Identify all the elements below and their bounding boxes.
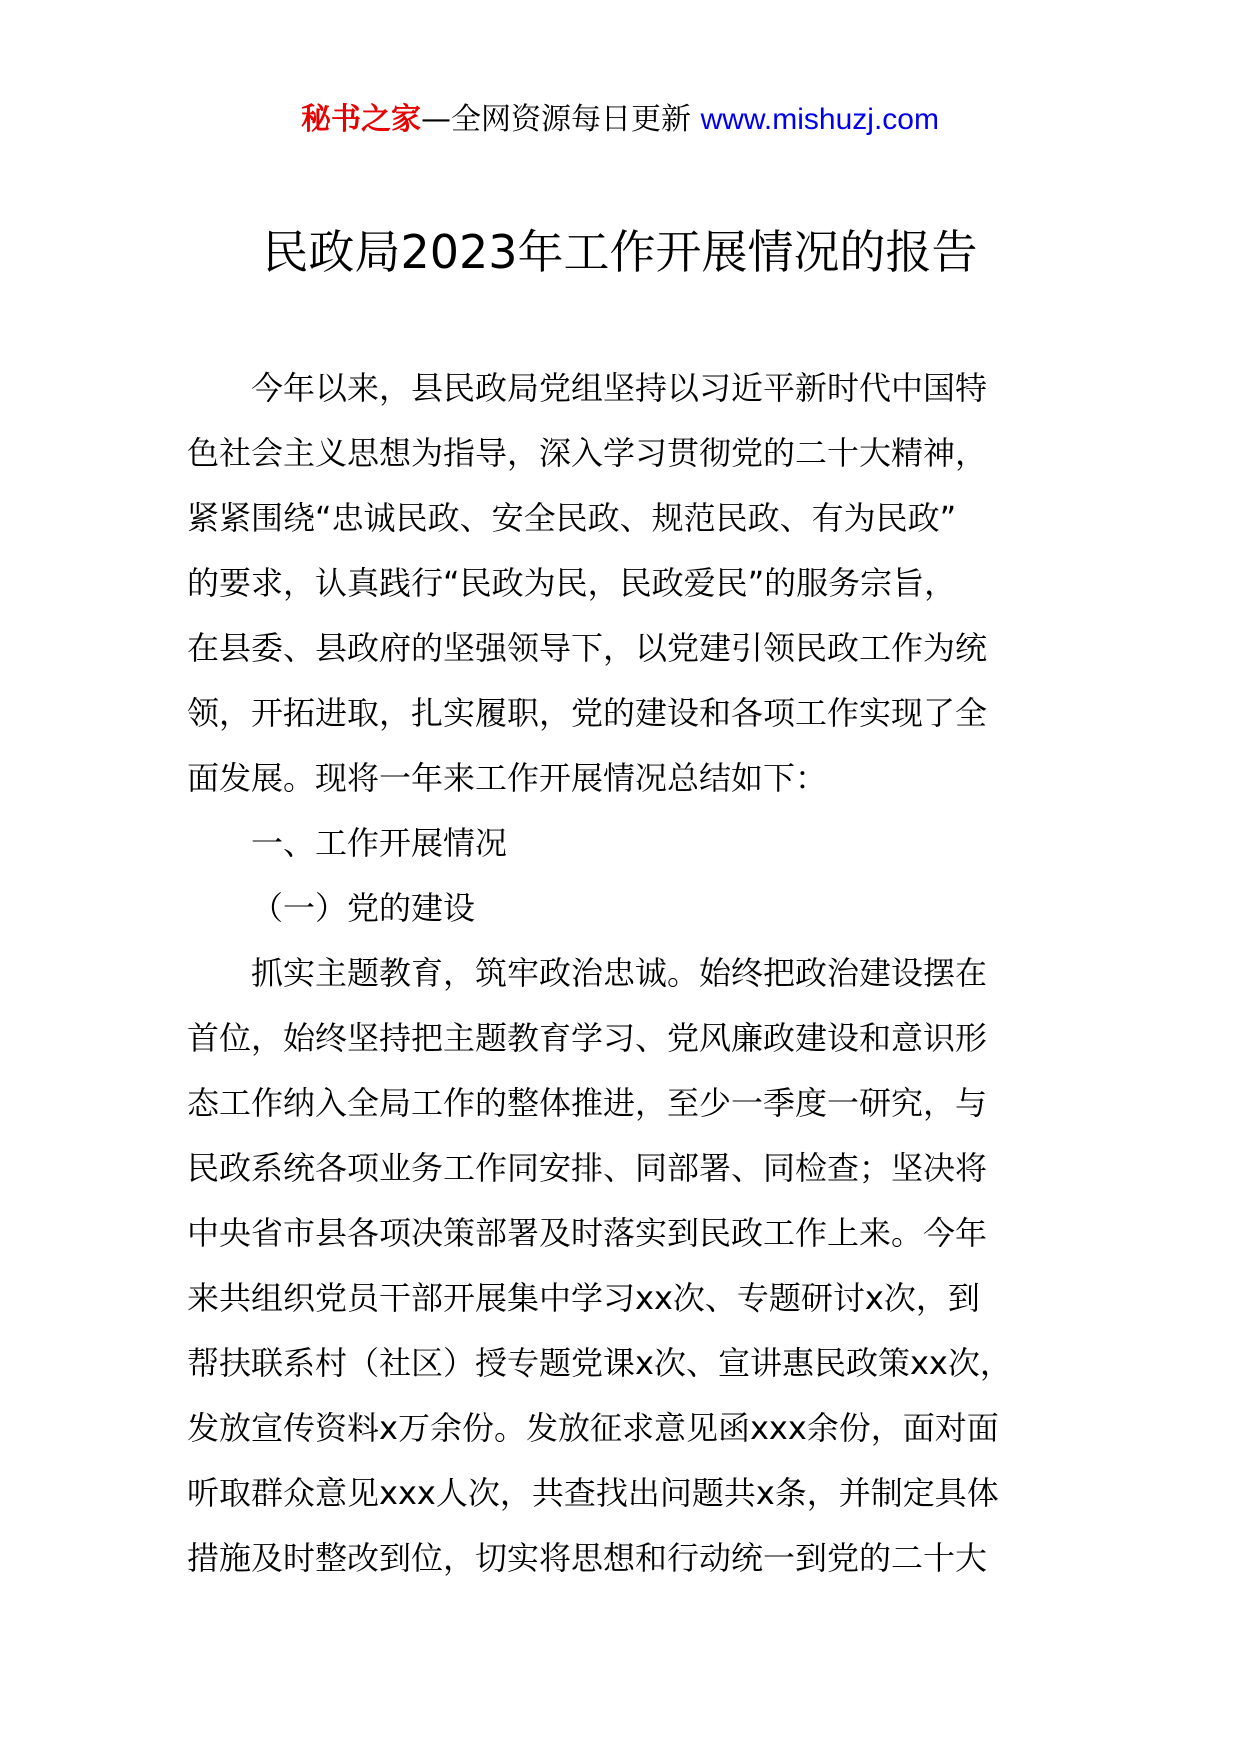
- paragraph-line: 色社会主义思想为指导，深入学习贯彻党的二十大精神，: [187, 434, 988, 472]
- document-body: [187, 356, 1087, 1591]
- site-url-link[interactable]: www.mishuzj.com: [700, 103, 939, 136]
- paragraph-line: 面发展。现将一年来工作开展情况总结如下：: [187, 759, 828, 797]
- paragraph-line: 来共组织党员干部开展集中学习xx次、专题研讨x次，到: [187, 1279, 980, 1317]
- paragraph-line: 在县委、县政府的坚强领导下，以党建引领民政工作为统: [187, 629, 988, 667]
- subsection-heading: （一）党的建设: [251, 889, 476, 927]
- paragraph-line: 帮扶联系村（社区）授专题党课x次、宣讲惠民政策xx次，: [187, 1344, 1012, 1382]
- paragraph-line: 首位，始终坚持把主题教育学习、党风廉政建设和意识形: [187, 1019, 988, 1057]
- site-tagline: —全网资源每日更新: [421, 102, 701, 137]
- site-header: [0, 100, 1240, 140]
- section-heading: 一、工作开展情况: [251, 824, 508, 862]
- paragraph-line: 抓实主题教育，筑牢政治忠诚。始终把政治建设摆在: [251, 954, 988, 992]
- document-title: 民政局2023年工作开展情况的报告: [262, 225, 978, 279]
- paragraph-line: 中央省市县各项决策部署及时落实到民政工作上来。今年: [187, 1214, 988, 1252]
- paragraph-line: 紧紧围绕“忠诚民政、安全民政、规范民政、有为民政”: [187, 499, 957, 537]
- paragraph-line: 的要求，认真践行“民政为民，民政爱民”的服务宗旨，: [187, 564, 957, 602]
- paragraph-line: 态工作纳入全局工作的整体推进，至少一季度一研究，与: [187, 1084, 988, 1122]
- site-brand: 秘书之家: [301, 102, 422, 137]
- paragraph-line: 听取群众意见xxx人次，共查找出问题共x条，并制定具体: [187, 1474, 999, 1512]
- paragraph-line: 措施及时整改到位，切实将思想和行动统一到党的二十大: [187, 1539, 988, 1577]
- paragraph-line: 领，开拓进取，扎实履职，党的建设和各项工作实现了全: [187, 694, 988, 732]
- paragraph-line: 发放宣传资料x万余份。发放征求意见函xxx余份，面对面: [187, 1409, 999, 1447]
- paragraph-line: 今年以来，县民政局党组坚持以习近平新时代中国特: [251, 369, 988, 407]
- paragraph-line: 民政系统各项业务工作同安排、同部署、同检查；坚决将: [187, 1149, 988, 1187]
